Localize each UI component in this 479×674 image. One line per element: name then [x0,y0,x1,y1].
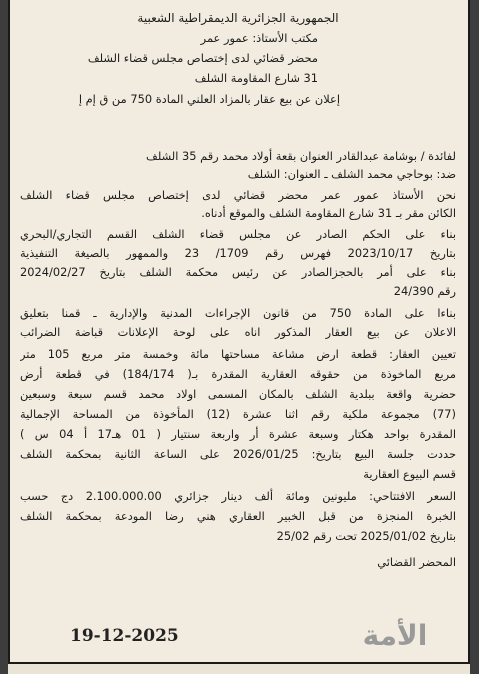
property-description-line: تعيين العقار: قطعة ارض مشاعة مساحتها مائة وخمسة متر مربع 105 متر [20,347,456,361]
bailiff-office-line: مكتب الأستاذ: عمور عمر [200,31,318,45]
notice-line: الكائن مقر بـ 31 شارع المقاومة الشلف والموقع أدناه. [201,206,456,220]
bailiff-role-line: محضر قضائي لدى إختصاص مجلس قضاء الشلف [87,51,318,65]
property-description-line: (77) مجموعة ملكية رقم اثنا عشرة (12) المأخوذة من المساحة الإجمالية [20,407,456,421]
bailiff-address-line: 31 شارع المقاومة الشلف [194,71,318,85]
opening-price-line: بتاريخ 2025/01/02 تحت رقم 25/02 [276,529,456,543]
notice-line: رقم 24/390 [393,284,456,298]
notice-title: إعلان عن بيع عقار بالمزاد العلني المادة 750 من ق إم إ [78,92,340,106]
sale-section-line: قسم البيوع العقارية [363,467,456,481]
notice-line: بناء على أمر بالحجزالصادر عن رئيس محكمة الشلف بتاريخ 2024/02/27 [20,265,456,279]
beneficiary-line: لفائدة / بوشامة عبدالقادر العنوان بقعة أولاد محمد رقم 35 الشلف [146,149,456,163]
notice-footer [10,618,468,658]
notice-line: بناءا على المادة 750 من قانون الإجراءات المدنية والإدارية ـ قمنا بتعليق [20,306,456,320]
notice-line: بناء على الحكم الصادر عن مجلس قضاء الشلف القسم التجاري/البحري [20,227,456,241]
opening-price-line: الخبرة المنجزة من قبل الخبير العقاري هني رضا المودعة بمحكمة الشلف [20,509,456,523]
next-clipping-edge [8,662,470,674]
logo-text: الأمة [362,619,428,652]
notice-line: الاعلان عن بيع العقار المذكور اناه على لوحة الإعلانات قباضة الضرائب [20,325,456,339]
notice-line: نحن الأستاذ عمور عمر محضر قضائي لدى إختصاص مجلس قضاء الشلف [20,188,456,202]
signature-line: المحضر القضائي [377,555,456,569]
opening-price-line: السعر الافتتاحي: مليونين ومائة ألف دينار جزائري 2.100.000.00 دج حسب [20,489,456,503]
notice-line: بتاريخ 2023/10/17 فهرس رقم 1709/ 23 والممهور بالصيغة التنفيذية [20,246,456,260]
property-description-line: المقدرة بواحد هكتار وسبعة عشرة أر واربعة سنتيار ( 01 هـ17 أ 04 س ) [20,427,456,441]
republic-header: الجمهورية الجزائرية الديمقراطية الشعبية [137,11,339,25]
publication-date: 19-12-2025 [70,626,179,646]
newspaper-logo [332,618,458,652]
defendant-line: ضد: بوحاجي محمد الشلف ـ العنوان: الشلف [247,167,456,181]
sale-session-line: حددت جلسة البيع بتاريخ: 2026/01/25 على الساعة الثانية بمحكمة الشلف [20,447,456,461]
property-description-line: مربع الماخوذة من حقوقه العقارية المقدرة بـ( 184/174) في قطعة أرض [20,367,456,381]
newspaper-notice-clipping [8,0,470,662]
property-description-line: حضرية واقعة ببلدية الشلف بالمكان المسمى اولاد محمد قسم سبعة وسبعين [20,387,456,401]
